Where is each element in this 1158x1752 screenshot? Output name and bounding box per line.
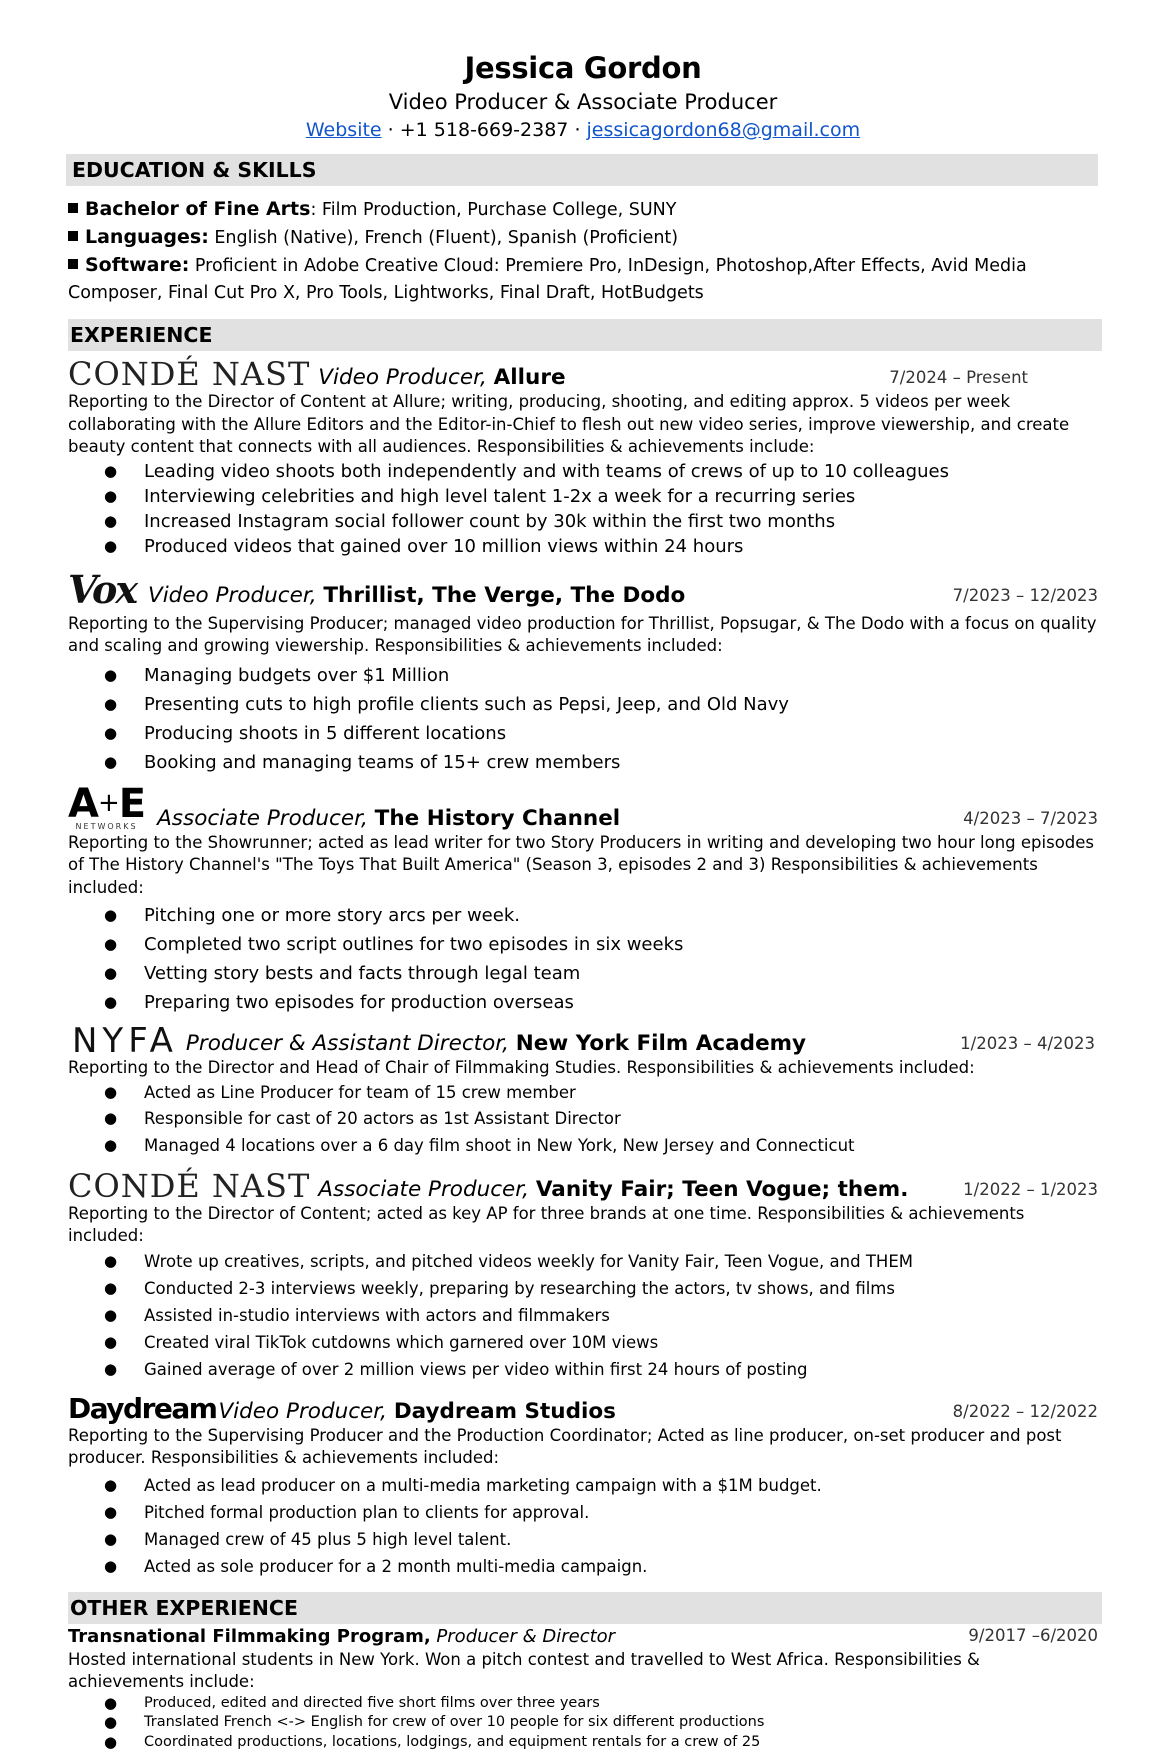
section-heading-other-experience: OTHER EXPERIENCE: [68, 1592, 1102, 1624]
section-heading-education: EDUCATION & SKILLS: [66, 154, 1098, 186]
education-label: Languages:: [85, 226, 209, 248]
list-item: ● Responsible for cast of 20 actors as 1st Assistant Director: [68, 1105, 1098, 1132]
job-header: [68, 1393, 1098, 1425]
education-label: Bachelor of Fine Arts: [85, 198, 310, 220]
education-text: English (Native), French (Fluent), Spanish (Proficient): [209, 228, 678, 248]
job-org: Vanity Fair; Teen Vogue; them.: [536, 1177, 909, 1202]
list-item: ● Producing shoots in 5 different locations: [68, 719, 1098, 748]
job-description: Reporting to the Showrunner; acted as lead writer for two Story Producers in writing and developing two hour long episodes of The History Channel's "The Toys That Built America" (Season 3, episodes 2 and 3) Responsibilities & achievements included:: [68, 832, 1098, 900]
section-heading-experience: EXPERIENCE: [68, 319, 1102, 351]
candidate-name: Jessica Gordon: [68, 48, 1098, 88]
job-bullets: [68, 1472, 1098, 1580]
square-bullet-icon: [68, 203, 78, 213]
job-role: Video Producer,: [148, 583, 317, 608]
job-date: 1/2023 – 4/2023: [960, 1032, 1095, 1057]
job-bullets: [68, 459, 1098, 559]
job-entry: [68, 1169, 1098, 1383]
education-item: [68, 252, 1098, 307]
list-item: ● Managed 4 locations over a 6 day film shoot in New York, New Jersey and Connecticut: [68, 1132, 1098, 1159]
education-item: [68, 196, 1098, 224]
job-bullets: [68, 901, 1098, 1017]
conde-nast-logo: CONDÉ NAST: [68, 1169, 310, 1203]
list-item: ● Interviewing celebrities and high level talent 1-2x a week for a recurring series: [68, 484, 1098, 509]
job-date: 4/2023 – 7/2023: [963, 807, 1098, 832]
job-header: [68, 571, 1098, 609]
job-title: [318, 1177, 908, 1203]
job-entry: [68, 571, 1098, 777]
square-bullet-icon: [68, 231, 78, 241]
education-label: Software:: [85, 254, 189, 276]
job-date: 9/2017 –6/2020: [968, 1624, 1098, 1649]
list-item: ● Presenting cuts to high profile clients such as Pepsi, Jeep, and Old Navy: [68, 690, 1098, 719]
job-role: Associate Producer,: [157, 806, 368, 831]
job-org: Daydream Studios: [394, 1399, 616, 1424]
job-header: [68, 357, 1098, 391]
list-item: ● Acted as lead producer on a multi-media marketing campaign with a $1M budget.: [68, 1472, 1098, 1499]
list-item: ● Coordinated productions, locations, lodgings, and equipment rentals for a crew of 25: [68, 1733, 1098, 1752]
list-item: ● Gained average of over 2 million views per video within first 24 hours of posting: [68, 1356, 1098, 1383]
job-bullets: [68, 1694, 1098, 1752]
separator: ·: [382, 119, 400, 141]
job-org: New York Film Academy: [516, 1031, 806, 1056]
square-bullet-icon: [68, 259, 78, 269]
job-description: Reporting to the Director of Content at Allure; writing, producing, shooting, and editing approx. 5 videos per week collaborating with the Allure Editors and the Editor-in-Chief to flesh out new video series, improve viewership, and create beauty content that connects with all audiences. Responsibilities & achievements include:: [68, 391, 1098, 459]
email-link[interactable]: jessicagordon68@gmail.com: [587, 119, 861, 141]
job-description: Reporting to the Director of Content; acted as key AP for three brands at one time. Responsibilities & achievements included:: [68, 1203, 1098, 1248]
list-item: ● Produced videos that gained over 10 million views within 24 hours: [68, 534, 1098, 559]
job-org: Allure: [494, 365, 566, 390]
job-header: [68, 1624, 1098, 1649]
job-title: [148, 583, 685, 609]
list-item: ● Pitching one or more story arcs per week.: [68, 901, 1098, 930]
job-role: Producer & Director: [431, 1626, 615, 1647]
list-item: ● Produced, edited and directed five short films over three years: [68, 1694, 1098, 1714]
list-item: ● Wrote up creatives, scripts, and pitched videos weekly for Vanity Fair, Teen Vogue, and THEM: [68, 1248, 1098, 1275]
job-header: [68, 1025, 1098, 1057]
list-item: ● Created viral TikTok cutdowns which garnered over 10M views: [68, 1329, 1098, 1356]
job-bullets: [68, 1248, 1098, 1383]
list-item: ● Completed two script outlines for two episodes in six weeks: [68, 930, 1098, 959]
ae-networks-logo: A+E NETWORKS: [68, 785, 145, 832]
job-date: 1/2022 – 1/2023: [963, 1178, 1098, 1203]
job-bullets: [68, 1080, 1098, 1159]
job-bullets: [68, 661, 1098, 777]
job-description: Reporting to the Supervising Producer; managed video production for Thrillist, Popsugar, & The Dodo with a focus on quality and scaling and growing viewership. Responsibilities & achievements included:: [68, 613, 1098, 658]
job-title: [218, 1399, 615, 1425]
list-item: ● Assisted in-studio interviews with actors and filmmakers: [68, 1302, 1098, 1329]
job-entry: [68, 357, 1098, 559]
job-header: [68, 785, 1098, 832]
job-role: Video Producer,: [218, 1399, 387, 1424]
vox-logo: Vox: [68, 571, 136, 609]
candidate-subtitle: Video Producer & Associate Producer: [68, 88, 1098, 117]
list-item: ● Leading video shoots both independently and with teams of crews of up to 10 colleagues: [68, 459, 1098, 484]
job-org: Thrillist, The Verge, The Dodo: [323, 583, 685, 608]
education-list: [68, 196, 1098, 307]
list-item: ● Pitched formal production plan to clients for approval.: [68, 1499, 1098, 1526]
job-description: Reporting to the Supervising Producer and the Production Coordinator; Acted as line producer, on-set producer and post producer. Responsibilities & achievements included:: [68, 1425, 1098, 1470]
list-item: ● Preparing two episodes for production overseas: [68, 988, 1098, 1017]
website-link[interactable]: Website: [306, 119, 382, 141]
list-item: ● Managing budgets over $1 Million: [68, 661, 1098, 690]
job-org: The History Channel: [375, 806, 621, 831]
job-entry: [68, 1025, 1098, 1159]
job-header: [68, 1169, 1098, 1203]
phone-number: +1 518-669-2387: [400, 119, 569, 141]
job-entry: [68, 1393, 1098, 1580]
job-date: 7/2023 – 12/2023: [953, 584, 1098, 609]
list-item: ● Vetting story bests and facts through legal team: [68, 959, 1098, 988]
job-title: [68, 1624, 615, 1649]
job-date: 8/2022 – 12/2022: [953, 1400, 1098, 1425]
job-title: [186, 1031, 806, 1057]
job-title: [157, 806, 620, 832]
nyfa-logo: NYFA: [72, 1025, 178, 1057]
job-role: Video Producer,: [318, 365, 487, 390]
education-item: [68, 224, 1098, 252]
list-item: ● Acted as Line Producer for team of 15 crew member: [68, 1080, 1098, 1105]
job-description: Hosted international students in New York. Won a pitch contest and travelled to West Africa. Responsibilities & achievements include:: [68, 1649, 1098, 1694]
contact-line: [68, 117, 1098, 144]
list-item: ● Conducted 2-3 interviews weekly, preparing by researching the actors, tv shows, and films: [68, 1275, 1098, 1302]
list-item: ● Managed crew of 45 plus 5 high level talent.: [68, 1526, 1098, 1553]
conde-nast-logo: CONDÉ NAST: [68, 357, 310, 391]
job-description: Reporting to the Director and Head of Chair of Filmmaking Studies. Responsibilities & achievements included:: [68, 1057, 1098, 1080]
separator: ·: [568, 119, 586, 141]
job-org: Transnational Filmmaking Program,: [68, 1626, 431, 1647]
job-title: [318, 365, 565, 391]
job-date: 7/2024 – Present: [889, 366, 1028, 391]
education-text: Proficient in Adobe Creative Cloud: Premiere Pro, InDesign, Photoshop,After Effects, Avid Media Composer, Final Cut Pro X, Pro Tools, Lightworks, Final Draft, HotBudgets: [68, 256, 1027, 303]
daydream-logo: Daydream: [68, 1393, 216, 1425]
education-text: : Film Production, Purchase College, SUNY: [310, 200, 676, 220]
list-item: ● Acted as sole producer for a 2 month multi-media campaign.: [68, 1553, 1098, 1580]
resume-header: [68, 0, 1098, 144]
job-entry: [68, 1624, 1098, 1752]
job-entry: [68, 785, 1098, 1018]
job-role: Producer & Assistant Director,: [186, 1031, 509, 1056]
job-role: Associate Producer,: [318, 1177, 529, 1202]
list-item: ● Increased Instagram social follower count by 30k within the first two months: [68, 509, 1098, 534]
list-item: ● Translated French <-> English for crew of over 10 people for six different productions: [68, 1713, 1098, 1733]
list-item: ● Booking and managing teams of 15+ crew members: [68, 748, 1098, 777]
